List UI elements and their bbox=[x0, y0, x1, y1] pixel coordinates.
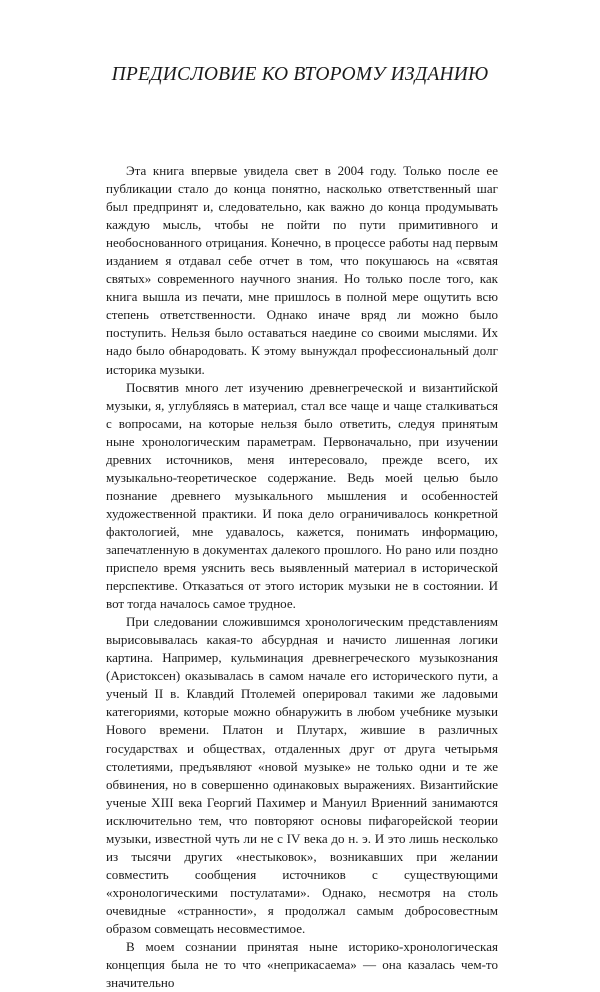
body-text bbox=[106, 162, 498, 992]
paragraph: Эта книга впервые увидела свет в 2004 году. Только после ее публикации стало до конца понятно, насколько ответственный шаг был предпринят и, следовательно, как важно до конца продумывать каждую мысль, чтобы не пойти по пути примитивного и необоснованного отрицания. Конечно, в процессе работы над первым изданием я отдавал себе отчет в том, что покушаюсь на «святая святых» современного научного знания. Но только после того, как книга вышла из печати, мне пришлось в полной мере ощутить всю степень ответственности. Однако иначе вряд ли можно было поступить. Нельзя было оставаться наедине со своими мыслями. Их надо было обнародовать. К этому вынуждал профессиональный долг историка музыки. bbox=[106, 163, 498, 377]
paragraph: При следовании сложившимся хронологическим представлениям вырисовывалась какая-то абсурдная и начисто лишенная логики картина. Например, кульминация древнегреческого музыкознания (Аристоксен) оказывалась в самом начале его исторического пути, а ученый II в. Клавдий Птолемей оперировал такими же ладовыми категориями, которые можно обнаружить в любом учебнике музыки Нового времени. Платон и Плутарх, жившие в различных государствах и обществах, отдаленных друг от друга четырьмя столетиями, предъявляют «новой музыке» не только одни и те же обвинения, но в совершенно одинаковых выражениях. Византийские ученые XIII века Георгий Пахимер и Мануил Вриенний занимаются исключительно тем, что повторяют основы пифагорейской теории музыки, известной чуть ли не с IV века до н. э. И это лишь несколько из тысячи других «нестыковок», возникавших при желании совместить сообщения источников с существующими «хронологическими постулатами». Однако, несмотря на столь очевидные «странности», я продолжал самым добросовестным образом совмещать несовместимое. bbox=[106, 614, 498, 936]
paragraph: Посвятив много лет изучению древнегреческой и византийской музыки, я, углубляясь в материал, стал все чаще и чаще сталкиваться с вопросами, на которые нельзя было ответить, следуя принятым ныне хронологическим параметрам. Первоначально, при изучении древних источников, меня интересовало, прежде всего, их музыкально-теоретическое содержание. Ведь моей целью было познание древнего музыкального мышления и особенностей художественной практики. И пока дело ограничивалось конкретной фактологией, мне удавалось, кажется, понимать информацию, запечатленную в документах далекого прошлого. Но рано или поздно приспело время уяснить весь выявленный материал в исторической перспективе. Отказаться от этого историк музыки не в состоянии. И вот тогда началось самое трудное. bbox=[106, 379, 498, 612]
chapter-title: ПРЕДИСЛОВИЕ КО ВТОРОМУ ИЗДАНИЮ bbox=[111, 64, 489, 85]
paragraph: В моем сознании принятая ныне историко-хронологическая концепция была не то что «неприкасаема» — она казалась чем-то значительно bbox=[106, 939, 498, 991]
